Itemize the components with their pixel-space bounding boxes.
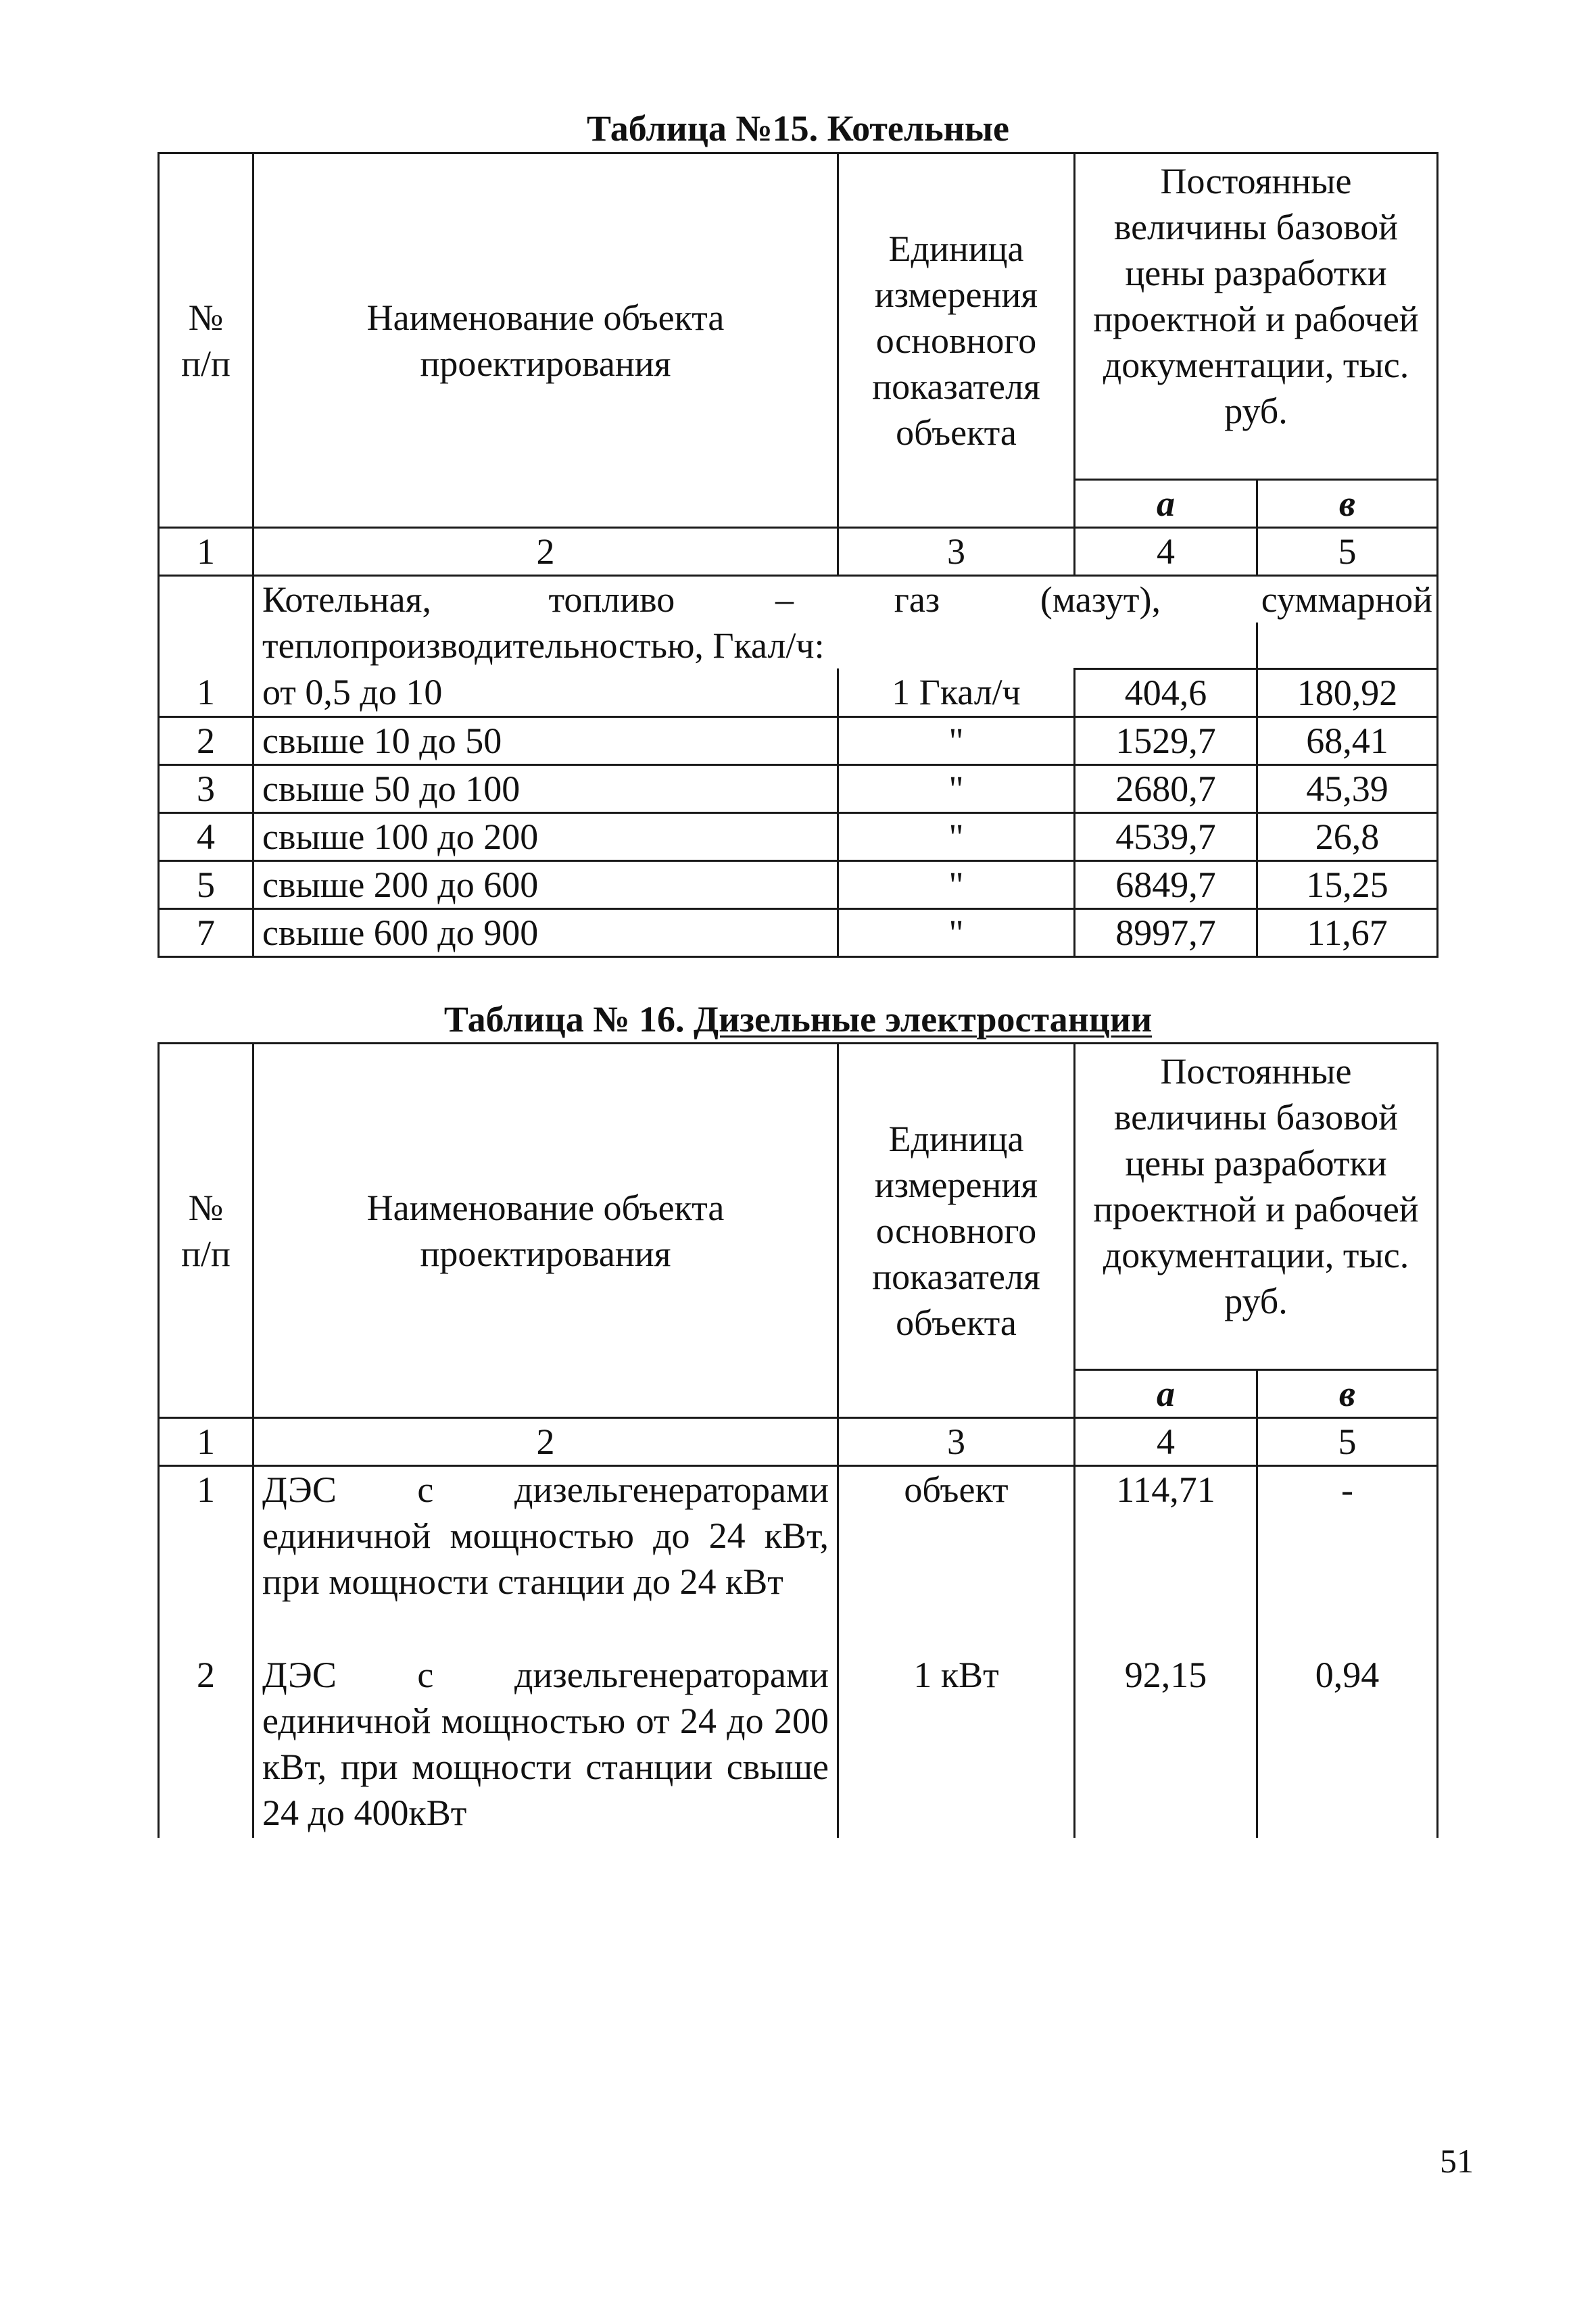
table15-intro-line1: Котельная, топливо – газ (мазут), суммарной xyxy=(253,576,1438,623)
header-num: № п/п xyxy=(159,153,253,528)
row-b: 15,25 xyxy=(1257,860,1438,908)
row-name: ДЭС с дизельгенераторами единичной мощностью от 24 до 200 кВт, при мощности станции свыше 24 до 400кВт xyxy=(253,1652,838,1838)
header-num: № п/п xyxy=(159,1044,253,1418)
row-name: свыше 200 до 600 xyxy=(253,860,838,908)
header-const: Постоянные величины базовой цены разработки проектной и рабочей документации, тыс. руб. xyxy=(1075,153,1438,480)
colnum-1: 1 xyxy=(159,1418,253,1466)
colnum-2: 2 xyxy=(253,528,838,576)
row-unit: " xyxy=(838,860,1075,908)
colnum-4: 4 xyxy=(1075,528,1257,576)
row-b: 26,8 xyxy=(1257,812,1438,860)
row-num: 4 xyxy=(159,812,253,860)
colnum-2: 2 xyxy=(253,1418,838,1466)
colnum-3: 3 xyxy=(838,1418,1075,1466)
row-a: 1529,7 xyxy=(1075,716,1257,764)
row-a: 6849,7 xyxy=(1075,860,1257,908)
table-row xyxy=(159,812,1438,860)
table-row xyxy=(159,1652,1438,1838)
header-name: Наименование объекта проектирования xyxy=(253,1044,838,1418)
row-a: 4539,7 xyxy=(1075,812,1257,860)
row-num: 5 xyxy=(159,860,253,908)
table16 xyxy=(158,1042,1438,1838)
row-b: 0,94 xyxy=(1257,1652,1438,1838)
header-unit: Единица измерения основного показателя объекта xyxy=(838,1044,1075,1418)
colnum-5: 5 xyxy=(1257,528,1438,576)
table16-title-underlined: Дизельные электростанции xyxy=(694,999,1153,1040)
row-b: 11,67 xyxy=(1257,908,1438,956)
row-a: 404,6 xyxy=(1075,668,1257,716)
row-name: ДЭС с дизельгенераторами единичной мощностью до 24 кВт, при мощности станции до 24 кВт xyxy=(253,1466,838,1652)
row-num: 1 xyxy=(159,1466,253,1652)
header-const: Постоянные величины базовой цены разработки проектной и рабочей документации, тыс. руб. xyxy=(1075,1044,1438,1370)
table-row xyxy=(159,860,1438,908)
table15-title: Таблица №15. Котельные xyxy=(587,108,1009,149)
row-a: 8997,7 xyxy=(1075,908,1257,956)
header-col-a: а xyxy=(1075,480,1257,528)
header-col-b: в xyxy=(1257,480,1438,528)
row-name: свыше 600 до 900 xyxy=(253,908,838,956)
row-name: от 0,5 до 10 xyxy=(253,668,838,716)
row-unit: " xyxy=(838,764,1075,812)
row-num: 7 xyxy=(159,908,253,956)
colnum-5: 5 xyxy=(1257,1418,1438,1466)
row-a: 92,15 xyxy=(1075,1652,1257,1838)
row-b: 45,39 xyxy=(1257,764,1438,812)
row-b: 68,41 xyxy=(1257,716,1438,764)
row-unit: объект xyxy=(838,1466,1075,1652)
colnum-1: 1 xyxy=(159,528,253,576)
row-num: 3 xyxy=(159,764,253,812)
table-row xyxy=(159,668,1438,716)
row-b: 180,92 xyxy=(1257,668,1438,716)
table-row xyxy=(159,764,1438,812)
row-num: 2 xyxy=(159,716,253,764)
table15 xyxy=(158,152,1438,958)
row-name: свыше 100 до 200 xyxy=(253,812,838,860)
header-unit: Единица измерения основного показателя объекта xyxy=(838,153,1075,528)
row-num: 2 xyxy=(159,1652,253,1838)
table-row xyxy=(159,908,1438,956)
table16-title xyxy=(0,999,1596,1040)
row-name: свыше 50 до 100 xyxy=(253,764,838,812)
row-name: свыше 10 до 50 xyxy=(253,716,838,764)
row-unit: " xyxy=(838,716,1075,764)
colnum-4: 4 xyxy=(1075,1418,1257,1466)
table15-intro-line2: теплопроизводительностью, Гкал/ч: xyxy=(253,623,1075,668)
page-number: 51 xyxy=(1440,2142,1474,2180)
row-unit: 1 Гкал/ч xyxy=(838,668,1075,716)
table-row xyxy=(159,1466,1438,1652)
colnum-3: 3 xyxy=(838,528,1075,576)
row-a: 2680,7 xyxy=(1075,764,1257,812)
table16-title-prefix: Таблица № 16. xyxy=(443,999,694,1040)
row-unit: " xyxy=(838,908,1075,956)
row-a: 114,71 xyxy=(1075,1466,1257,1652)
table-row xyxy=(159,716,1438,764)
row-b: - xyxy=(1257,1466,1438,1652)
row-num: 1 xyxy=(159,668,253,716)
header-col-b: в xyxy=(1257,1370,1438,1418)
header-col-a: а xyxy=(1075,1370,1257,1418)
header-name: Наименование объекта проектирования xyxy=(253,153,838,528)
row-unit: " xyxy=(838,812,1075,860)
row-unit: 1 кВт xyxy=(838,1652,1075,1838)
